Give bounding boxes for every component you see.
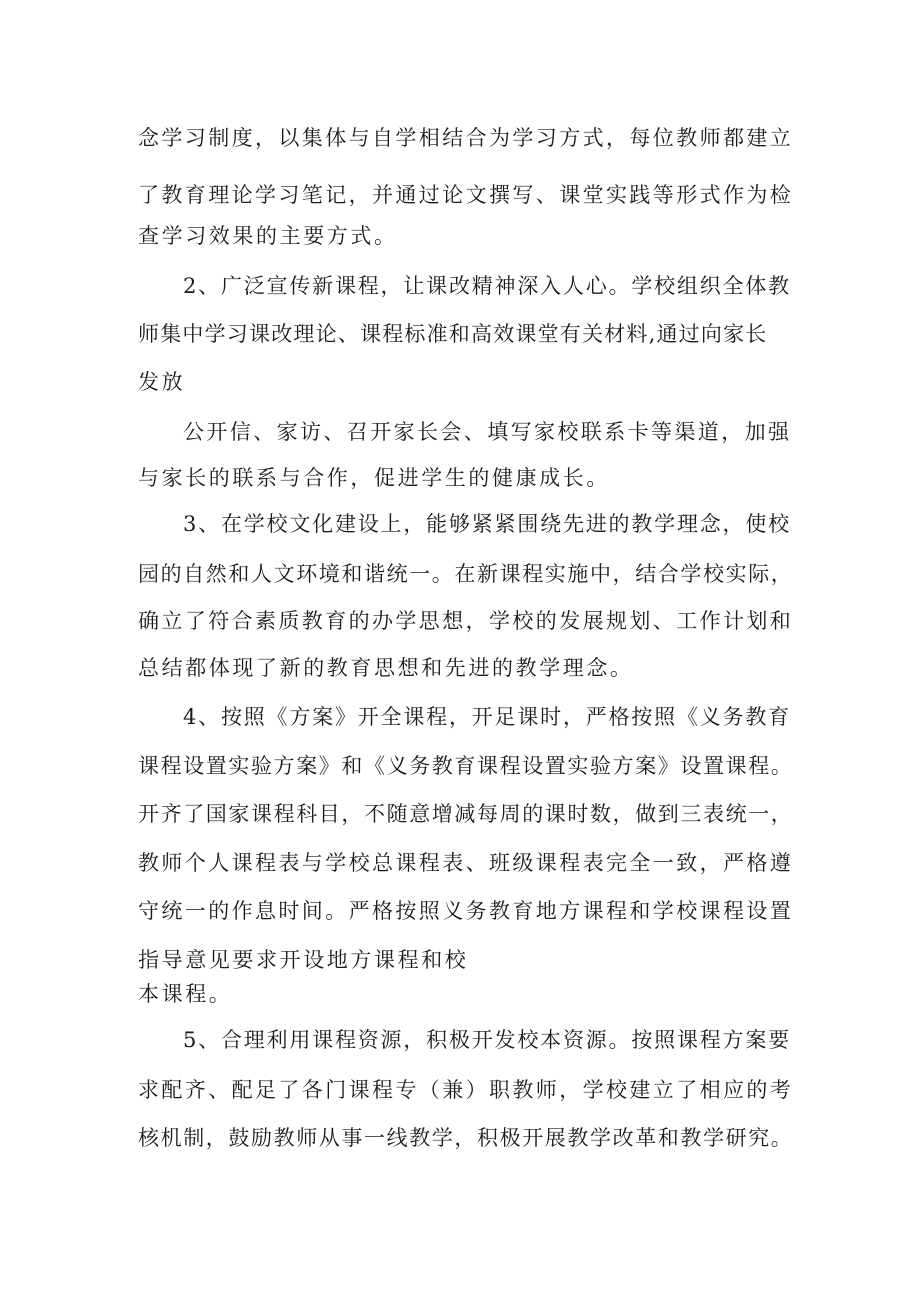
paragraph-start-line: 4、按照《方案》开全课程，开足课时，严格按照《义务教育: [183, 705, 791, 729]
text-line: 师集中学习课改理论、课程标准和高效课堂有关材料,通过向家长: [138, 322, 768, 346]
text-line: 公开信、家访、召开家长会、填写家校联系卡等渠道，加强: [183, 420, 792, 444]
text-line: 开齐了国家课程科目，不随意增减每周的课时数，做到三表统一，: [138, 802, 794, 826]
text-line: 课程设置实验方案》和《义务教育课程设置实验方案》设置课程。: [138, 754, 794, 778]
paragraph-start-line: 2、广泛宣传新课程，让课改精神深入人心。学校组织全体教: [183, 274, 791, 298]
text-line: 了教育理论学习笔记，并通过论文撰写、课堂实践等形式作为检: [138, 183, 794, 207]
text-line: 念学习制度，以集体与自学相结合为学习方式，每位教师都建立: [138, 126, 794, 150]
text-line: 查学习效果的主要方式。: [138, 224, 398, 248]
text-line: 核机制，鼓励教师从事一线教学，积极开展教学改革和教学研究。: [138, 1126, 794, 1150]
text-line: 守统一的作息时间。严格按照义务教育地方课程和学校课程设置: [138, 899, 794, 923]
text-line: 指导意见要求开设地方课程和校: [138, 948, 469, 972]
text-line: 教师个人课程表与学校总课程表、班级课程表完全一致，严格遵: [138, 851, 794, 875]
text-line: 求配齐、配足了各门课程专（兼）职教师，学校建立了相应的考: [138, 1078, 794, 1102]
text-line: 园的自然和人文环境和谐统一。在新课程实施中，结合学校实际，: [138, 562, 794, 586]
text-line: 发放: [138, 370, 186, 394]
paragraph-start-line: 3、在学校文化建设上，能够紧紧围绕先进的教学理念，使校: [183, 512, 791, 536]
paragraph-start-line: 5、合理利用课程资源，积极开发校本资源。按照课程方案要: [183, 1028, 791, 1052]
text-line: 与家长的联系与合作，促进学生的健康成长。: [138, 466, 610, 490]
text-line: 确立了符合素质教育的办学思想，学校的发展规划、工作计划和: [138, 609, 794, 633]
text-line: 总结都体现了新的教育思想和先进的教学理念。: [138, 656, 634, 680]
text-line: 本课程。: [138, 982, 233, 1006]
